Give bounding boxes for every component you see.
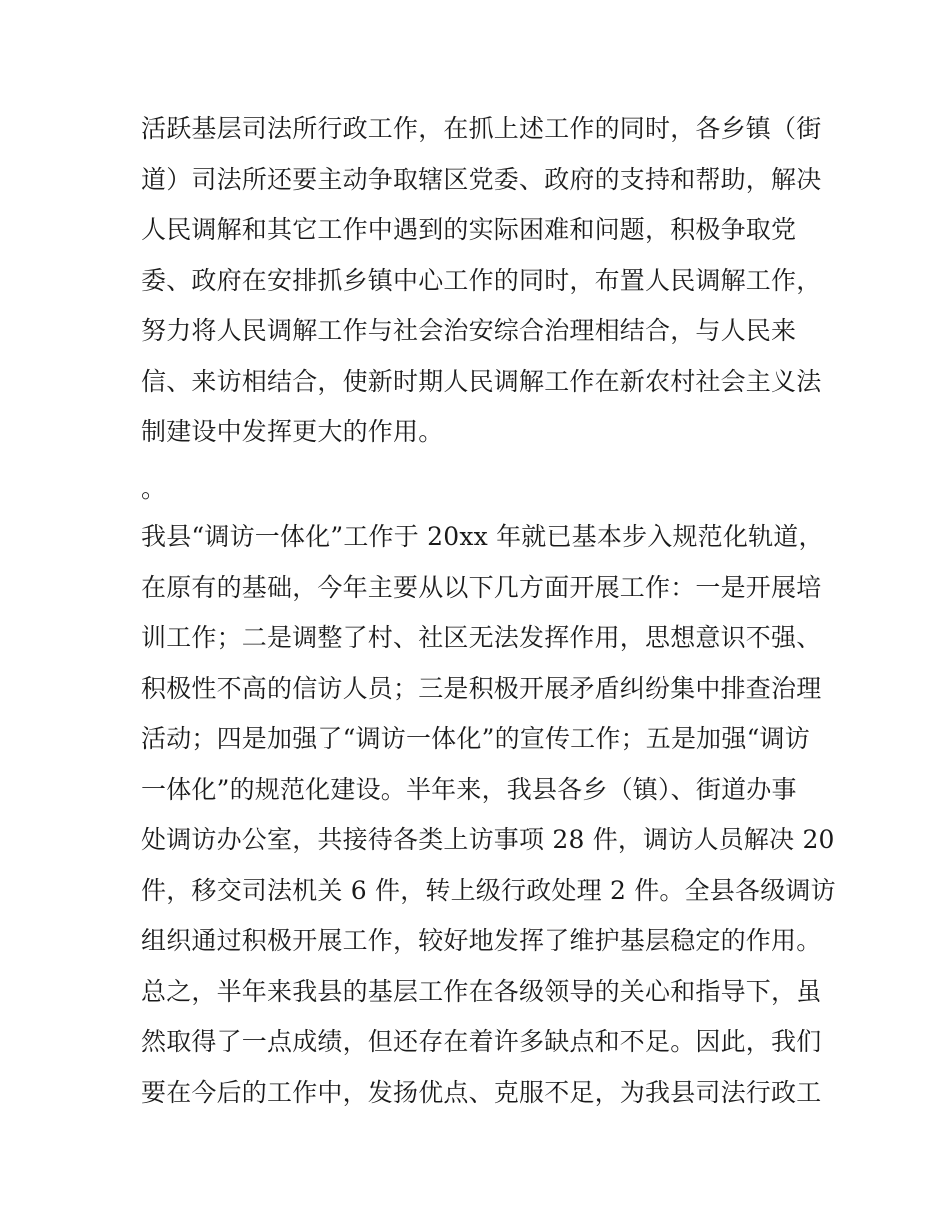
text-line: 总之，半年来我县的基层工作在各级领导的关心和指导下，虽 [141, 976, 822, 1006]
text-line: 道）司法所还要主动争取辖区党委、政府的支持和帮助，解决 [141, 164, 822, 194]
text-line: 努力将人民调解工作与社会治安综合治理相结合，与人民来 [141, 316, 797, 345]
text-line: 处调访办公室，共接待各类上访事项 28 件，调访人员解决 20 [141, 825, 835, 854]
text-line: 积极性不高的信访人员；三是积极开展矛盾纠纷集中排查治理 [141, 673, 822, 703]
text-line: 制建设中发挥更大的作用。 [141, 417, 444, 446]
text-line: 委、政府在安排抓乡镇中心工作的同时，布置人民调解工作， [141, 265, 822, 295]
paragraph-2 [141, 464, 821, 515]
paragraph-1 [141, 104, 821, 458]
text-line: 。 [141, 474, 167, 503]
paragraph-3 [141, 512, 836, 1118]
text-line: 活动；四是加强了“调访一体化”的宣传工作；五是加强“调访 [141, 724, 810, 753]
text-line: 我县“调访一体化”工作于 20xx 年就已基本步入规范化轨道， [141, 522, 824, 551]
text-line: 人民调解和其它工作中遇到的实际困难和问题，积极争取党 [141, 215, 797, 244]
text-line: 信、来访相结合，使新时期人民调解工作在新农村社会主义法 [141, 366, 822, 396]
text-line: 在原有的基础，今年主要从以下几方面开展工作：一是开展培 [141, 572, 822, 602]
text-line: 组织通过积极开展工作，较好地发挥了维护基层稳定的作用。 [141, 926, 822, 955]
text-line: 然取得了一点成绩，但还存在着许多缺点和不足。因此，我们 [141, 1027, 822, 1056]
text-line: 件，移交司法机关 6 件，转上级行政处理 2 件。全县各级调访 [141, 875, 836, 905]
text-line: 训工作；二是调整了村、社区无法发挥作用，思想意识不强、 [141, 623, 822, 652]
text-line: 要在今后的工作中，发扬优点、克服不足，为我县司法行政工 [141, 1077, 822, 1107]
text-line: 一体化”的规范化建设。半年来，我县各乡（镇）、街道办事 [141, 774, 797, 804]
text-line: 活跃基层司法所行政工作，在抓上述工作的同时，各乡镇（街 [141, 114, 822, 143]
